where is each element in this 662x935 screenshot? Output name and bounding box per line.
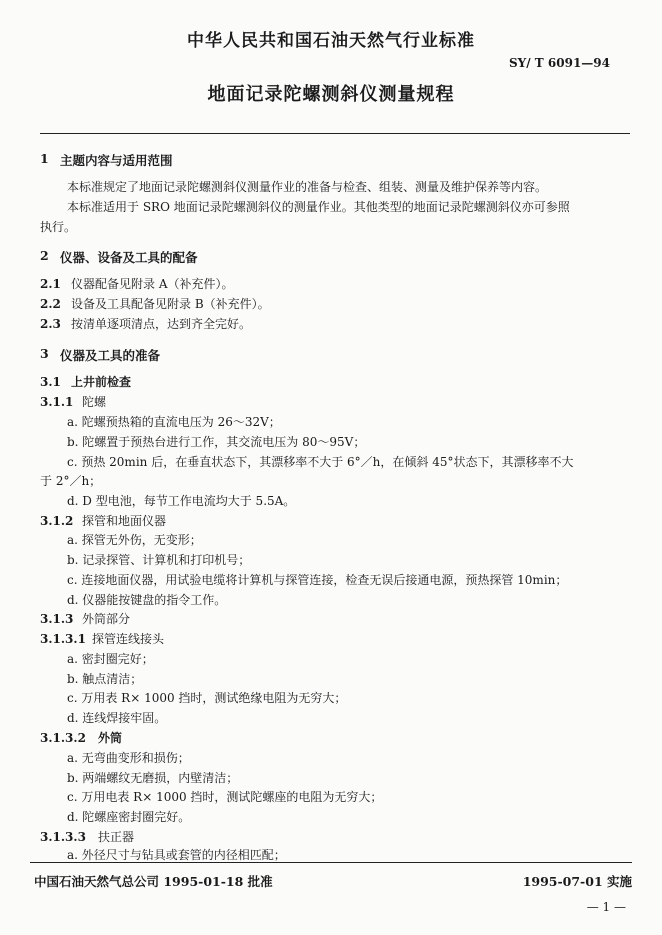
section-1-paragraph-1: 本标准规定了地面记录陀螺测斜仪测量作业的准备与检查、组装、测量及维护保养等内容。 <box>67 180 548 194</box>
list-item-a: a. 陀螺预热箱的直流电压为 26～32V； <box>67 415 281 429</box>
clause-3-1-3-2-title: 外筒 <box>98 731 123 745</box>
list-item-c: c. 万用电表 R× 1000 挡时，测试陀螺座的电阻为无穷大； <box>67 790 383 804</box>
clause-3-1-3-number: 3.1.3 <box>40 612 74 626</box>
list-item-b: b. 陀螺置于预热台进行工作，其交流电压为 80～95V； <box>67 435 366 449</box>
clause-3-1-number: 3.1 <box>40 375 61 389</box>
list-item-a: a. 密封圈完好； <box>67 652 154 666</box>
list-item-c: c. 连接地面仪器，用试验电缆将计算机与探管连接，检查无误后接通电源，预热探管 10min； <box>67 573 568 587</box>
clause-3-1-title: 上井前检查 <box>71 375 132 389</box>
approval-line: 中国石油天然气总公司 1995-01-18 批准 <box>34 874 273 889</box>
list-item-b: b. 记录探管、计算机和打印机号； <box>67 553 251 567</box>
clause-2-1-text: 仪器配备见附录 A（补充件）。 <box>71 277 234 291</box>
section-1-paragraph-2: 本标准适用于 SRO 地面记录陀螺测斜仪的测量作业。其他类型的地面记录陀螺测斜仪亦可参照 <box>67 200 570 214</box>
clause-3-1-3-1-number: 3.1.3.1 <box>40 632 86 646</box>
section-1-paragraph-2-cont: 执行。 <box>40 220 77 234</box>
list-item-c-cont: 于 2°／h； <box>40 474 102 488</box>
list-item-b: b. 触点清洁； <box>67 672 143 686</box>
header-divider <box>40 133 630 134</box>
list-item-d: d. 连线焊接牢固。 <box>67 711 167 725</box>
section-2-number: 2 <box>40 248 49 263</box>
clause-3-1-2-number: 3.1.2 <box>40 514 74 528</box>
list-item-a: a. 探管无外伤，无变形； <box>67 533 202 547</box>
standard-code: SY/ T 6091—94 <box>509 56 610 70</box>
clause-3-1-2-title: 探管和地面仪器 <box>82 514 167 528</box>
effective-date: 1995-07-01 实施 <box>522 874 632 889</box>
list-item-c: c. 万用表 R× 1000 挡时，测试绝缘电阻为无穷大； <box>67 691 347 705</box>
list-item-d: d. 仪器能按键盘的指令工作。 <box>67 593 227 607</box>
list-item-d: d. 陀螺座密封圈完好。 <box>67 810 191 824</box>
standard-category-title: 中华人民共和国石油天然气行业标准 <box>187 31 475 51</box>
section-2-title: 仪器、设备及工具的配备 <box>60 250 198 265</box>
clause-2-3-number: 2.3 <box>40 317 61 331</box>
page-number: — 1 — <box>586 900 626 914</box>
list-item-a: a. 无弯曲变形和损伤； <box>67 751 190 765</box>
clause-2-1-number: 2.1 <box>40 277 61 291</box>
list-item-b: b. 两端螺纹无磨损，内壁清洁； <box>67 771 239 785</box>
clause-3-1-3-2-number: 3.1.3.2 <box>40 731 86 745</box>
clause-2-3-text: 按清单逐项清点，达到齐全完好。 <box>71 317 252 331</box>
section-1-title: 主题内容与适用范围 <box>60 153 173 168</box>
clause-3-1-1-number: 3.1.1 <box>40 395 74 409</box>
clause-3-1-3-title: 外筒部分 <box>82 612 131 626</box>
clause-3-1-3-3-title: 扶正器 <box>98 830 135 844</box>
list-item-c: c. 预热 20min 后，在垂直状态下，其漂移率不大于 6°／h，在倾斜 45°状态下，其漂移率不大 <box>67 455 574 469</box>
document-title: 地面记录陀螺测斜仪测量规程 <box>207 84 455 105</box>
clause-3-1-1-title: 陀螺 <box>82 395 107 409</box>
clause-2-2-text: 设备及工具配备见附录 B（补充件）。 <box>71 297 270 311</box>
section-3-title: 仪器及工具的准备 <box>60 348 161 363</box>
list-item-d: d. D 型电池，每节工作电流均大于 5.5A。 <box>67 494 296 508</box>
section-1-number: 1 <box>40 151 49 166</box>
clause-3-1-3-1-title: 探管连线接头 <box>92 632 165 646</box>
footer-divider <box>30 862 632 863</box>
list-item-a: a. 外径尺寸与钻具或套管的内径相匹配； <box>67 848 286 862</box>
section-3-number: 3 <box>40 346 49 361</box>
clause-3-1-3-3-number: 3.1.3.3 <box>40 830 86 844</box>
clause-2-2-number: 2.2 <box>40 297 61 311</box>
